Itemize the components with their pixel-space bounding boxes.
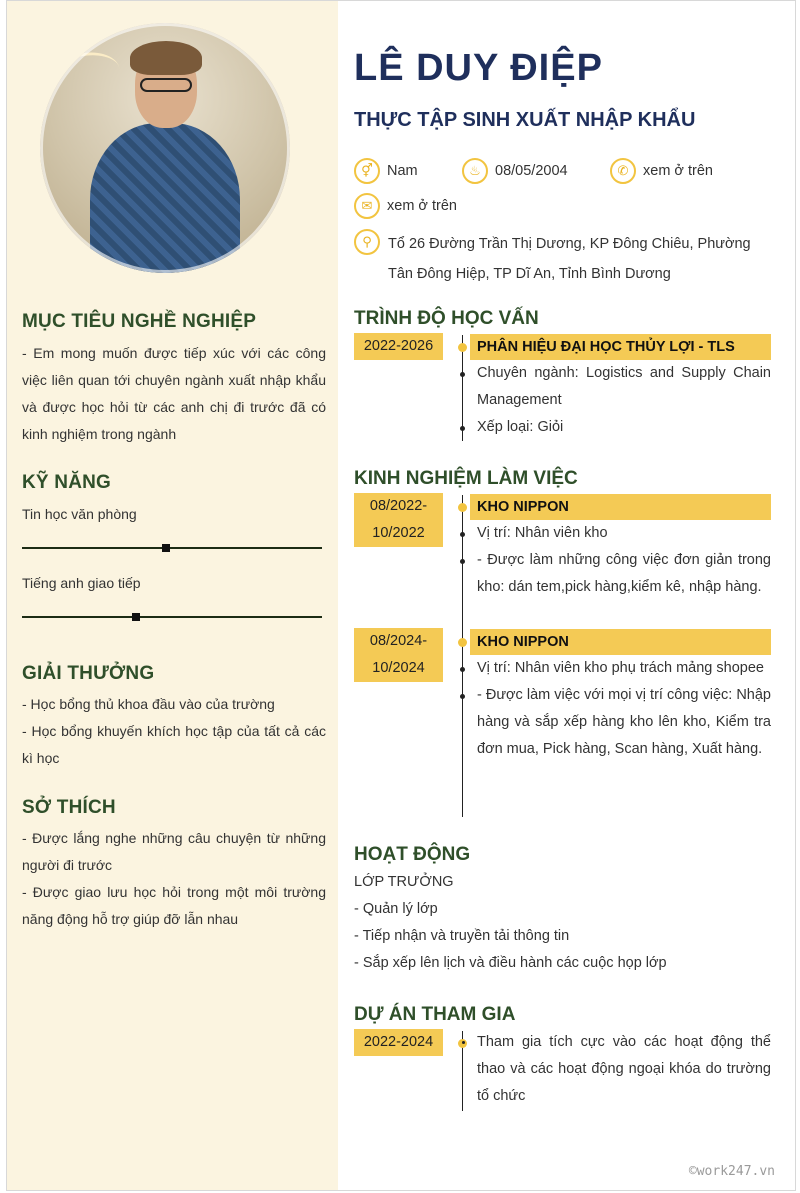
gender-value: Nam (387, 163, 418, 179)
activity-item: - Quản lý lớp (354, 901, 438, 917)
project-date: 2022-2024 (354, 1029, 443, 1056)
cake-icon: ♨ (462, 158, 488, 184)
envelope-icon: ✉ (354, 193, 380, 219)
email-value: xem ở trên (387, 198, 457, 214)
objective-title: MỤC TIÊU NGHỀ NGHIỆP (22, 311, 257, 332)
job-date-end: 10/2022 (372, 525, 425, 541)
job-date-start: 08/2022- (369, 498, 428, 514)
hobby-item: - Được lắng nghe những câu chuyện từ những người đi trước (22, 830, 326, 873)
job-desc-wrap (477, 682, 771, 763)
education-title: TRÌNH ĐỘ HỌC VẤN (354, 308, 539, 329)
skill-label-office: Tin học văn phòng (22, 506, 137, 522)
award-item: - Học bổng khuyến khích học tập của tất cả các kì học (22, 723, 326, 766)
award-item: - Học bổng thủ khoa đầu vào của trường (22, 696, 275, 712)
objective-paragraph: - Em mong muốn được tiếp xúc với các công việc liên quan tới chuyên ngành xuất nhập khẩu và được học hỏi từ các anh chị đi trước đã có kinh nghiệm trong ngành (22, 345, 326, 442)
bullet-dot (460, 559, 465, 564)
job-company: KHO NIPPON (470, 629, 771, 655)
awards-list (22, 691, 326, 772)
job-desc: - Được làm việc với mọi vị trí công việc: Nhập hàng và sắp xếp hàng kho lên kho, Kiểm tra đơn mua, Pick hàng, Scan hàng, Xuất hàng. (477, 687, 771, 757)
job-desc: - Được làm những công việc đơn giản trong kho: dán tem,pick hàng,kiểm kê, nhập hàng. (477, 552, 771, 595)
bullet-dot (462, 1041, 465, 1044)
skills-title: KỸ NĂNG (22, 472, 112, 493)
bullet-dot (460, 532, 465, 537)
birthday-info (462, 158, 568, 184)
candidate-name: LÊ DUY ĐIỆP (354, 47, 603, 89)
birthday-value: 08/05/2004 (495, 163, 568, 179)
job-date (354, 628, 443, 682)
job-position: Vị trí: Nhân viên kho phụ trách mảng shopee (477, 660, 764, 676)
hobbies-list (22, 825, 326, 933)
job-position-wrap (477, 520, 771, 547)
gender-info (354, 158, 418, 184)
job-company: KHO NIPPON (470, 494, 771, 520)
activities-list (354, 869, 667, 977)
skill-marker-english (132, 613, 140, 621)
timeline-line (462, 495, 463, 817)
timeline-dot (458, 638, 467, 647)
school-name: PHÂN HIỆU ĐẠI HỌC THỦY LỢI - TLS (470, 334, 771, 360)
sidebar (7, 1, 338, 1190)
education-date: 2022-2026 (354, 333, 443, 360)
skill-label-english: Tiếng anh giao tiếp (22, 575, 141, 591)
awards-title: GIẢI THƯỞNG (22, 663, 155, 684)
skill-bar-office (22, 547, 322, 549)
address-value: Tổ 26 Đường Trần Thị Dương, KP Đông Chiêu, Phường Tân Đông Hiệp, TP Dĩ An, Tỉnh Bình Dương (388, 236, 751, 282)
phone-value: xem ở trên (643, 163, 713, 179)
bullet-dot (460, 694, 465, 699)
activity-item: - Sắp xếp lên lịch và điều hành các cuộc họp lớp (354, 955, 667, 971)
email-info (354, 193, 457, 219)
avatar (40, 23, 290, 273)
activity-item: - Tiếp nhận và truyền tải thông tin (354, 928, 570, 944)
job-position: Vị trí: Nhân viên kho (477, 525, 608, 541)
timeline-dot (458, 503, 467, 512)
project-text: Tham gia tích cực vào các hoạt động thể thao và các hoạt động ngoại khóa do trường tổ chức (477, 1034, 771, 1104)
gender-icon: ⚥ (354, 158, 380, 184)
job-date (354, 493, 443, 547)
bullet-dot (460, 667, 465, 672)
experience-title: KINH NGHIỆM LÀM VIỆC (354, 468, 578, 489)
resume-page (6, 0, 796, 1191)
bullet-dot (460, 372, 465, 377)
watermark: ©work247.vn (688, 1164, 775, 1179)
bullet-dot (460, 426, 465, 431)
job-date-end: 10/2024 (372, 660, 425, 676)
hobby-item: - Được giao lưu học hỏi trong một môi trường năng động hỗ trợ giúp đỡ lẫn nhau (22, 884, 326, 927)
education-major: Chuyên ngành: Logistics and Supply Chain Management (477, 365, 771, 408)
activities-title: HOẠT ĐỘNG (354, 844, 471, 865)
education-details (477, 360, 771, 414)
job-date-start: 08/2024- (369, 633, 428, 649)
map-pin-icon: ⚲ (354, 229, 380, 255)
objective-text (22, 340, 326, 448)
job-desc-wrap (477, 547, 771, 601)
timeline-dot (458, 343, 467, 352)
project-text-wrap (477, 1029, 771, 1110)
projects-title: DỰ ÁN THAM GIA (354, 1004, 516, 1025)
phone-info (610, 158, 713, 184)
skill-marker-office (162, 544, 170, 552)
education-grade: Xếp loại: Giỏi (477, 419, 564, 435)
candidate-role: THỰC TẬP SINH XUẤT NHẬP KHẨU (354, 109, 696, 131)
phone-icon: ✆ (610, 158, 636, 184)
hobbies-title: SỞ THÍCH (22, 797, 116, 818)
job-position-wrap (477, 655, 771, 682)
address-icon-wrap (354, 229, 387, 255)
skill-bar-english (22, 616, 322, 618)
education-grade-wrap (477, 414, 771, 441)
activity-item: LỚP TRƯỞNG (354, 874, 454, 890)
